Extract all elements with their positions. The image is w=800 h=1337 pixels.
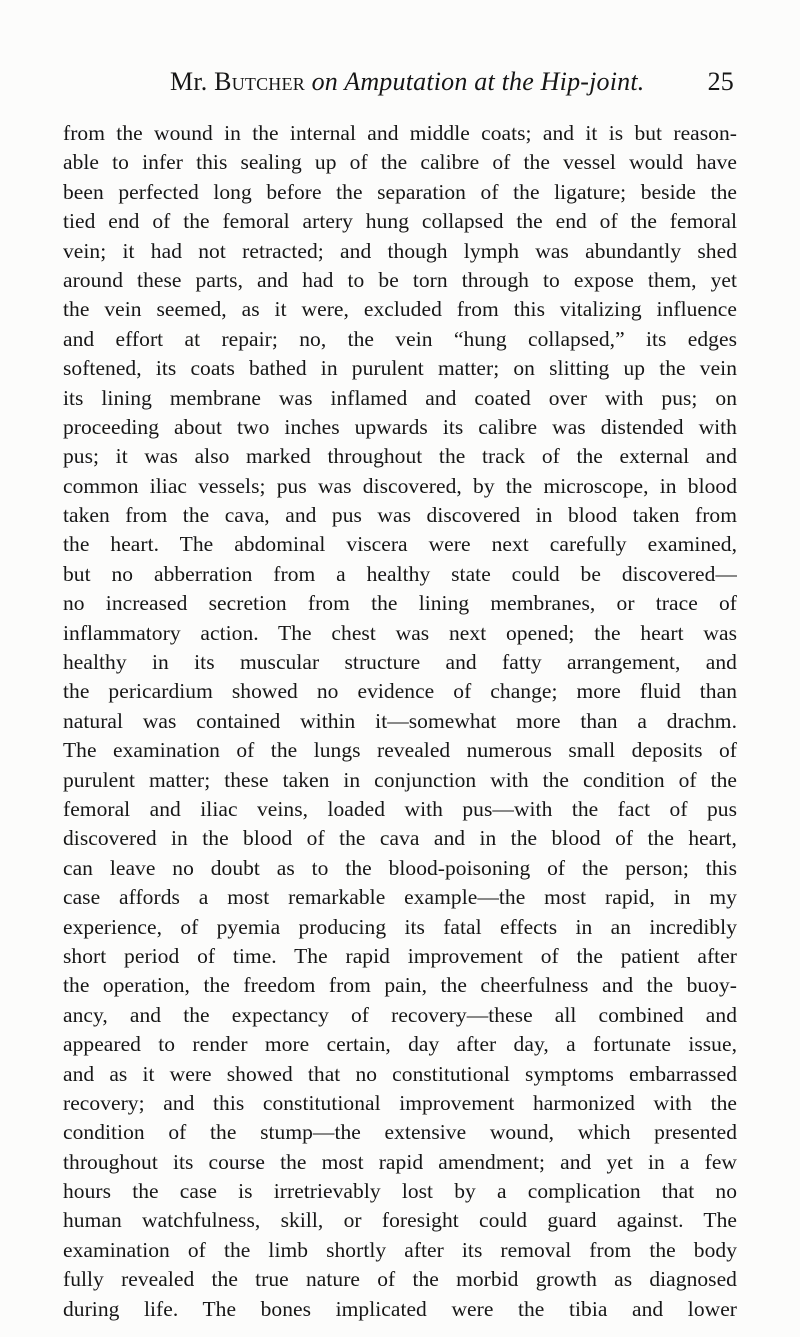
text-line: recovery; and this constitutional improvement harmonized with the bbox=[63, 1090, 737, 1115]
text-line: around these parts, and had to be torn through to expose them, yet bbox=[63, 267, 737, 292]
text-line: inflammatory action. The chest was next opened; the heart was bbox=[63, 620, 737, 645]
text-line: its lining membrane was inflamed and coated over with pus; on bbox=[63, 385, 737, 410]
author-prefix: Mr. bbox=[170, 67, 215, 96]
text-line: taken from the cava, and pus was discovered in blood taken from bbox=[63, 503, 737, 528]
running-head-title bbox=[170, 62, 645, 102]
text-line: fully revealed the true nature of the morbid growth as diagnosed bbox=[63, 1267, 737, 1292]
page-number: 25 bbox=[707, 67, 734, 96]
text-line: case affords a most remarkable example—the most rapid, in my bbox=[63, 885, 737, 910]
text-line: hours the case is irretrievably lost by a complication that no bbox=[63, 1179, 737, 1204]
text-line: condition of the stump—the extensive wound, which presented bbox=[63, 1120, 737, 1145]
text-line: throughout its course the most rapid amendment; and yet in a few bbox=[63, 1149, 737, 1174]
text-line: the vein seemed, as it were, excluded from this vitalizing influence bbox=[63, 297, 737, 322]
text-line: the pericardium showed no evidence of change; more fluid than bbox=[63, 679, 737, 704]
text-line: the operation, the freedom from pain, the cheerfulness and the buoy- bbox=[63, 973, 737, 998]
text-line: no increased secretion from the lining membranes, or trace of bbox=[63, 591, 737, 616]
text-line: healthy in its muscular structure and fatty arrangement, and bbox=[63, 650, 737, 675]
running-head bbox=[170, 62, 734, 102]
text-line: appeared to render more certain, day after day, a fortunate issue, bbox=[63, 1032, 737, 1057]
article-subject: Amputation at the Hip-joint. bbox=[344, 67, 645, 96]
author-name: Butcher bbox=[214, 67, 305, 96]
text-line: examination of the limb shortly after its removal from the body bbox=[63, 1237, 737, 1262]
text-line: femoral and iliac veins, loaded with pus—with the fact of pus bbox=[63, 796, 737, 821]
text-line: The examination of the lungs revealed numerous small deposits of bbox=[63, 738, 737, 763]
text-line: ancy, and the expectancy of recovery—these all combined and bbox=[63, 1002, 737, 1027]
text-line: but no abberration from a healthy state could be discovered— bbox=[63, 561, 737, 586]
body-text bbox=[63, 119, 737, 1324]
text-line: pus; it was also marked throughout the track of the external and bbox=[63, 444, 737, 469]
text-line: purulent matter; these taken in conjunction with the condition of the bbox=[63, 767, 737, 792]
text-line: natural was contained within it—somewhat more than a drachm. bbox=[63, 708, 737, 733]
text-line: the heart. The abdominal viscera were next carefully examined, bbox=[63, 532, 737, 557]
text-line: from the wound in the internal and middle coats; and it is but reason- bbox=[63, 121, 737, 145]
title-connector: on bbox=[304, 67, 345, 96]
text-line: able to infer this sealing up of the calibre of the vessel would have bbox=[63, 150, 737, 175]
text-line: during life. The bones implicated were the tibia and lower bbox=[63, 1296, 737, 1321]
text-line: and as it were showed that no constitutional symptoms embarrassed bbox=[63, 1061, 737, 1086]
text-line: and effort at repair; no, the vein “hung collapsed,” its edges bbox=[63, 326, 737, 351]
text-line: experience, of pyemia producing its fatal effects in an incredibly bbox=[63, 914, 737, 939]
text-line: been perfected long before the separation of the ligature; beside the bbox=[63, 179, 737, 204]
text-line: discovered in the blood of the cava and in the blood of the heart, bbox=[63, 826, 737, 851]
text-line: vein; it had not retracted; and though lymph was abundantly shed bbox=[63, 238, 737, 263]
text-line: can leave no doubt as to the blood-poisoning of the person; this bbox=[63, 855, 737, 880]
text-line: tied end of the femoral artery hung collapsed the end of the femoral bbox=[63, 209, 737, 234]
text-line: softened, its coats bathed in purulent matter; on slitting up the vein bbox=[63, 356, 737, 381]
text-line: human watchfulness, skill, or foresight could guard against. The bbox=[63, 1208, 737, 1233]
text-line: short period of time. The rapid improvement of the patient after bbox=[63, 943, 737, 968]
text-line: proceeding about two inches upwards its calibre was distended with bbox=[63, 414, 737, 439]
text-line: common iliac vessels; pus was discovered, by the microscope, in blood bbox=[63, 473, 737, 498]
